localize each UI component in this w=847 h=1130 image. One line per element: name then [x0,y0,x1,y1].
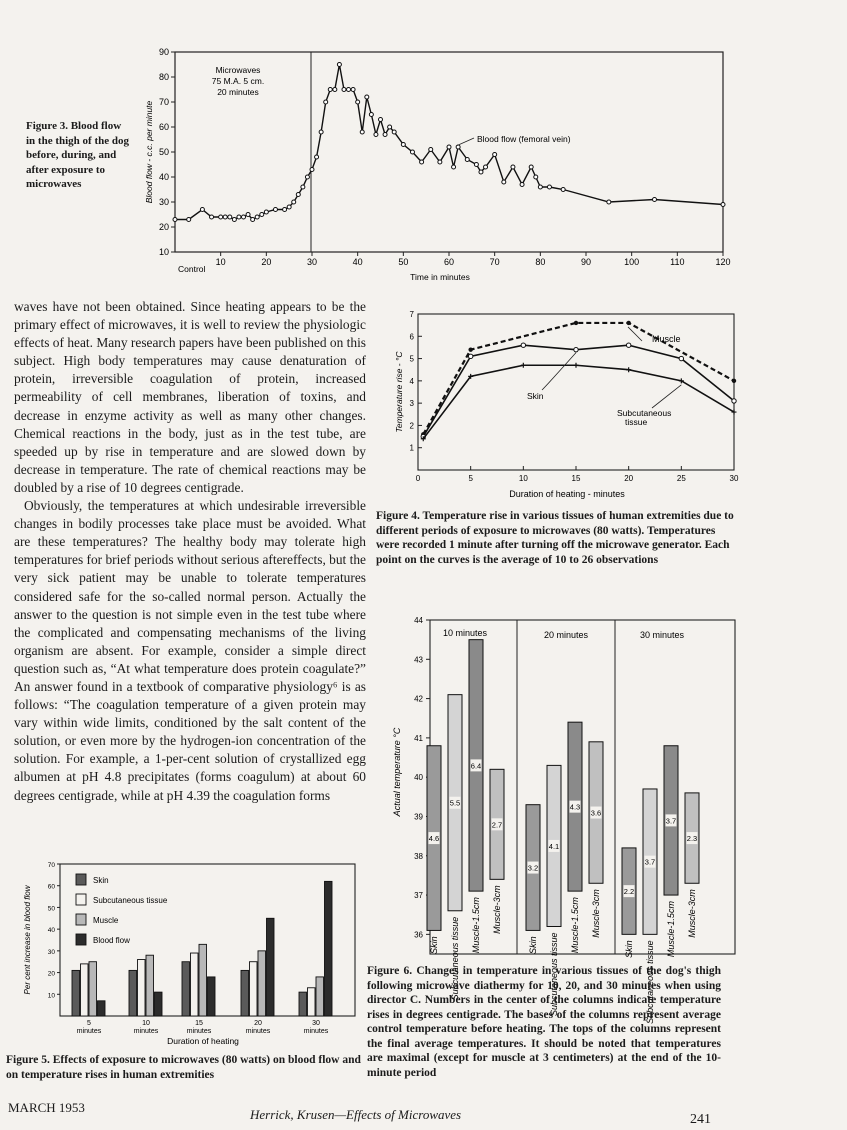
fig3-y-tick-label: 50 [158,147,169,157]
fig3-point [356,100,360,104]
fig4-x-label: Duration of heating - minutes [509,489,625,499]
fig3-y-tick-label: 30 [158,197,169,207]
fig6-y-tick-label: 36 [414,930,423,940]
fig5-bar [208,977,216,1016]
fig5-bar [182,962,190,1016]
fig5-legend-swatch [76,934,86,945]
fig6-tissue-label: Muscle-3cm [591,889,601,938]
fig3-point [319,130,323,134]
fig6-tissue-label: Muscle-1.5cm [666,901,676,958]
fig3-point [260,213,264,217]
fig3-point [653,198,657,202]
fig5-y-tick-label: 70 [47,862,55,869]
fig3-x-tick-label: 40 [352,257,363,267]
fig3-point [429,148,433,152]
fig3-x-tick-label: 30 [306,257,318,267]
fig5-y-tick-label: 60 [47,883,55,891]
fig4-label-muscle: Muscle [652,334,681,344]
fig6-bar-rise-label: 4.1 [548,841,560,851]
fig3-x-tick-label: 110 [670,257,685,267]
fig3-x-tick-label: 120 [715,257,731,267]
fig3-point [410,150,414,154]
footer-date: MARCH 1953 [8,1100,85,1115]
fig3-point [351,88,355,92]
fig3-point [200,208,204,212]
fig4-plot-frame [418,314,734,470]
fig4-label-subcutaneous-1: Subcutaneous [617,408,672,418]
fig3-point [438,160,442,164]
fig3-point [232,218,236,222]
fig4-y-tick-label: 2 [409,421,414,431]
fig5-tick-unit: minutes [133,1028,159,1035]
figure-5-caption: Figure 5. Effects of exposure to microwaves (80 watts) on blood flow and on temperature rises in human extremities [6,1054,361,1081]
fig3-point [342,88,346,92]
fig5-legend-label: Subcutaneous tissue [93,896,168,905]
fig5-legend-swatch [76,894,86,905]
fig5-bar [267,918,275,1016]
fig6-tissue-label: Subcutaneous tissue [450,916,460,1001]
fig5-bar [316,977,324,1016]
fig4-y-tick-label: 7 [409,310,414,319]
fig5-y-tick-label: 30 [47,948,55,956]
fig5-legend-swatch [76,874,86,885]
fig4-series-2-point [574,363,579,368]
fig3-point [452,165,456,169]
fig4-muscle-leader [628,327,642,341]
fig5-bar [98,1001,106,1016]
fig3-point [392,130,396,134]
fig3-y-tick-label: 70 [158,97,169,107]
fig4-y-tick-label: 4 [409,376,414,386]
body-paragraph-1: waves have not been obtained. Since heating appears to be the primary effect of microwaves, it is well to review the physiologic effects of heat. Many research papers have been published on this subject. High body temperatures may cause denaturation of protein, irreversible coagulation of protein, increased permeability of cell membranes, liberation of toxins, and decrease in enzyme activity as well as many other changes. Chemical reactions in the body, just as in the test tube, are speeded up by rise in temperature and are slowed down by decrease in temperature. The rate of chemical reactions may be doubled by a rise of 10 degrees centigrade. [14,299,366,495]
fig3-point [305,175,309,179]
fig3-point [520,183,524,187]
fig5-legend-label: Muscle [93,916,119,925]
fig3-x-label: Time in minutes [410,272,470,282]
fig4-skin-leader [542,353,576,390]
figure-4-caption: Figure 4. Temperature rise in various tissues of human extremities due to different periods of exposure to microwaves (80 watts). Temperatures were recorded 1 minute after turning off the microwave generator. Each point on the curves is the average of 10 to 26 observations [376,510,734,566]
fig4-subcut-leader [652,385,681,408]
fig3-point [607,200,611,204]
fig3-y-tick-label: 40 [158,172,169,182]
fig4-x-tick-label: 5 [468,474,473,483]
fig4-label-subcutaneous-2: tissue [625,417,648,427]
fig3-point [228,215,232,219]
fig4-y-tick-label: 1 [409,443,414,453]
fig3-x-tick-label: 90 [580,257,592,267]
fig5-y-label: Per cent increase in blood flow [23,885,32,995]
fig6-y-tick-label: 39 [414,812,423,822]
fig3-point [333,88,337,92]
fig3-point [347,88,351,92]
fig6-tissue-label: Muscle-1.5cm [471,897,481,954]
fig5-tick-unit: minutes [303,1028,329,1035]
fig5-tick-number: 15 [195,1020,203,1027]
fig6-tissue-label: Muscle-3cm [492,885,502,934]
fig5-legend-swatch [76,914,86,925]
fig3-point [283,208,287,212]
fig3-y-tick-label: 80 [158,72,169,82]
fig3-y-tick-label: 10 [158,247,169,257]
fig4-series-1-point [468,354,472,358]
fig5-bar [129,970,137,1016]
fig6-y-tick-label: 43 [414,655,423,665]
fig4-series-1-point [574,347,578,351]
fig5-bar [146,955,154,1016]
fig6-tissue-label: Subcutaneous tissue [549,932,559,1017]
fig6-bar-rise-label: 2.2 [623,887,635,897]
fig6-panel-10: 10 minutes [442,628,488,638]
fig4-y-tick-label: 6 [409,332,414,342]
fig6-y-tick-label: 42 [414,694,423,704]
fig3-series-label: Blood flow (femoral vein) [477,134,571,144]
fig6-panel-30: 30 minutes [639,630,685,640]
fig5-tick-number: 10 [142,1020,150,1027]
fig4-y-label: Temperature rise - °C [394,351,404,433]
fig6-bar-rise-label: 3.7 [665,816,677,826]
fig5-tick-unit: minutes [245,1028,271,1035]
fig3-point [401,143,405,147]
fig4-series-1-point [626,343,630,347]
fig6-tissue-label: Skin [429,936,439,954]
fig3-point [534,175,538,179]
fig4-series-1-point [732,399,736,403]
figure-6-caption: Figure 6. Changes in temperature in various tissues of the dog's thigh following microwave diathermy for 10, 20, and 30 minutes when using director C. Numbers in the center of the columns indicate temperature rises in degrees centigrade. The bases of the columns represent average control temperature before heating. The tops of the columns represent the final average temperatures. It should be noted that temperatures are maximal (except for muscle at 3 centimeters) at the end of the 10-minute period [367,965,721,1079]
fig3-y-tick-label: 20 [158,222,169,232]
fig5-tick-number: 30 [312,1020,320,1027]
fig3-point [493,153,497,157]
fig3-y-tick-label: 90 [158,47,169,57]
fig5-legend-label: Blood flow [93,936,130,945]
fig6-bar-rise-label: 3.2 [527,863,539,873]
fig5-bar [81,964,89,1016]
fig6-tissue-label: Skin [528,936,538,954]
fig3-point [242,215,246,219]
fig6-bar-rise-label: 5.5 [449,798,461,808]
fig3-x-tick-label: 20 [261,257,272,267]
fig3-y-tick-label: 60 [158,122,169,132]
fig6-bar-rise-label: 3.7 [644,857,656,867]
fig5-bar [299,992,307,1016]
fig6-y-tick-label: 40 [414,773,423,783]
fig5-bar [199,944,207,1016]
fig3-point [328,88,332,92]
fig3-annotation-3: 20 minutes [217,87,259,97]
fig3-point [237,215,241,219]
fig3-point [310,168,314,172]
fig3-point [315,155,319,159]
fig4-series-2-point [626,367,631,372]
fig3-point [223,215,227,219]
footer-running-title: Herrick, Krusen—Effects of Microwaves [250,1107,462,1122]
fig3-point [251,218,255,222]
fig6-y-label: Actual temperature °C [392,727,402,817]
fig3-point [173,218,177,222]
fig5-x-label: Duration of heating [167,1036,239,1046]
fig3-y-label: Blood flow - c.c. per minute [144,100,154,204]
fig3-point [187,218,191,222]
fig5-legend-label: Skin [93,876,109,885]
fig3-x-tick-label: 70 [489,257,500,267]
fig3-control-label: Control [178,264,206,274]
fig3-point [388,125,392,129]
fig4-x-tick-label: 0 [415,474,421,483]
fig5-bar [325,881,333,1016]
fig3-point [479,170,483,174]
fig6-bar-rise-label: 4.3 [569,802,581,812]
fig3-x-tick-label: 50 [398,257,409,267]
fig3-point [369,113,373,117]
fig3-point [529,165,533,169]
fig3-x-tick-label: 80 [535,257,546,267]
fig3-point [484,165,488,169]
fig3-point [292,200,296,204]
figure-3-chart [140,44,745,289]
fig5-bar [241,970,249,1016]
fig5-bar [155,992,163,1016]
fig3-point [374,133,378,137]
fig3-point [273,208,277,212]
fig5-tick-unit: minutes [76,1028,102,1035]
fig5-bar [138,960,146,1016]
fig4-series-2-point [521,363,526,368]
fig4-x-tick-label: 15 [571,474,581,483]
fig6-tissue-label: Muscle-1.5cm [570,897,580,954]
fig3-point [383,133,387,137]
fig3-point [264,210,268,214]
fig4-x-tick-label: 25 [676,474,686,483]
fig5-y-tick-label: 40 [47,927,55,935]
fig3-point [420,160,424,164]
fig3-point [360,130,364,134]
figure-5-chart [18,858,358,1050]
fig3-point [296,193,300,197]
fig3-point [365,95,369,99]
fig4-label-skin: Skin [527,391,544,401]
fig5-bar [258,951,266,1016]
fig6-y-tick-label: 37 [414,891,423,901]
fig3-point [465,158,469,162]
fig3-point [379,118,383,122]
fig4-series-0-point [574,321,578,325]
fig5-y-tick-label: 50 [47,905,55,913]
fig3-point [502,180,506,184]
fig5-y-tick-label: 20 [47,970,55,978]
fig4-series-0-point [732,379,736,383]
fig3-point [287,205,291,209]
fig3-point [721,203,725,207]
fig3-point [474,163,478,167]
figure-3-caption: Figure 3. Blood flow in the thigh of the dog before, during, and after exposure to microwaves [26,120,129,190]
fig4-series-1-point [521,343,525,347]
fig3-x-tick-label: 100 [624,257,640,267]
fig3-point [337,63,341,67]
fig3-point [511,165,515,169]
fig6-bar-rise-label: 2.3 [686,834,698,844]
fig6-tissue-label: Skin [624,940,634,958]
fig5-bar [89,962,97,1016]
fig5-bar [250,962,258,1016]
fig5-bar [308,988,316,1016]
fig5-y-tick-label: 10 [47,992,55,1000]
fig3-x-tick-label: 60 [443,257,455,267]
fig5-tick-number: 20 [254,1020,262,1027]
fig6-tissue-label: Subcutaneous tissue [645,940,655,1024]
fig3-point [324,100,328,104]
fig3-point [210,215,214,219]
fig5-bar [72,970,80,1016]
fig4-x-tick-label: 30 [729,474,739,483]
fig4-y-tick-label: 3 [409,399,414,409]
fig4-y-tick-label: 5 [409,354,414,364]
fig3-point [538,185,542,189]
fig3-point [561,188,565,192]
fig5-bar [191,953,199,1016]
fig3-point [246,213,250,217]
fig3-annotation-1: Microwaves [215,65,261,75]
fig3-point [301,185,305,189]
fig4-x-tick-label: 10 [518,474,528,483]
fig5-tick-unit: minutes [186,1028,212,1035]
body-text [14,298,366,805]
figure-6-chart [390,612,740,1024]
page-number: 241 [690,1112,711,1127]
fig4-series-0-point [468,347,472,351]
fig6-tissue-label: Muscle-3cm [687,889,697,938]
fig5-tick-number: 5 [87,1020,91,1027]
fig3-point [255,215,259,219]
fig6-y-tick-label: 38 [414,851,423,861]
fig3-point [547,185,551,189]
fig6-panel-20: 20 minutes [543,630,589,640]
fig4-series-1-point [679,356,683,360]
fig6-bar-rise-label: 6.4 [470,761,482,771]
fig6-bar-rise-label: 2.7 [491,820,503,830]
fig3-point [219,215,223,219]
fig6-bar-rise-label: 4.6 [428,834,440,844]
fig6-y-tick-label: 44 [414,616,423,625]
fig3-point [447,145,451,149]
fig4-series-0-point [626,321,630,325]
body-paragraph-2: Obviously, the temperatures at which undesirable irreversible changes in bodily processes take place must be avoided. What are these temperatures? The healthy body may tolerate high temperatures for brief periods without serious aftereffects, but the very sick patient may be unable to tolerate temperatures considered safe for the so-called normal person. Actually the answer to the question is not simple even in the test tube where the complicated and compensating mechanisms of the living organism are absent. For example, consider a simple direct question such as, “At what temperature does protein coagulate?” An answer found in a textbook of comparative physiology⁶ is as follows: “The coagulation temperature of a given protein may vary within wide limits, conditioned by the salt content of the solution, or even more by the hydrogen-ion concentration of the solution. For example, a 1-per-cent solution of crystallized egg albumen at pH 4.8 precipitates (forms coagulum) at about 60 degrees centigrade, while at pH 4.39 the coagulation forms [14,498,366,803]
fig6-y-tick-label: 41 [414,733,423,743]
figure-4-chart [392,308,738,504]
fig4-x-tick-label: 20 [624,474,634,483]
fig6-bar-rise-label: 3.6 [590,808,602,818]
fig3-x-tick-label: 10 [215,257,226,267]
fig3-annotation-2: 75 M.A. 5 cm. [211,76,265,86]
